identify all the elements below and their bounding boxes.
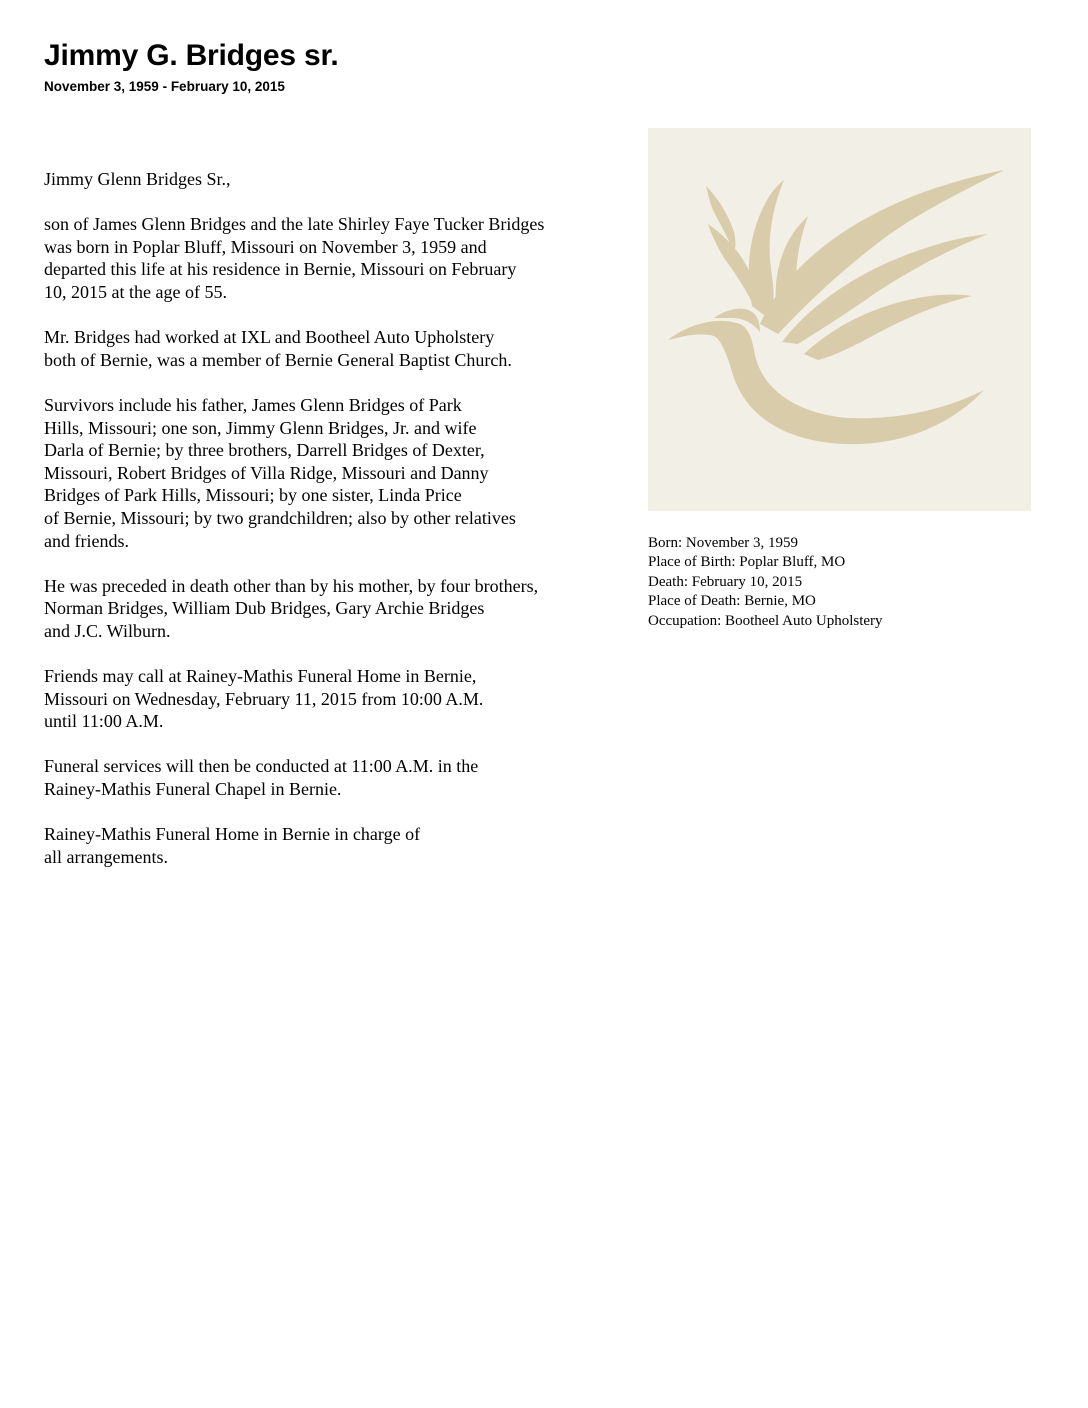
obituary-paragraph <box>44 575 644 643</box>
text-line: son of James Glenn Bridges and the late Shirley Faye Tucker Bridges <box>44 214 545 235</box>
text-line: both of Bernie, was a member of Bernie General Baptist Church. <box>44 349 512 370</box>
dove-icon <box>648 128 1031 511</box>
fact-item: Death: February 10, 2015 <box>648 573 803 590</box>
text-line: and friends. <box>44 530 129 551</box>
text-line: Bridges of Park Hills, Missouri; by one sister, Linda Price <box>44 485 462 506</box>
fact-item: Occupation: Bootheel Auto Upholstery <box>648 612 883 629</box>
dove-image <box>648 128 1031 511</box>
obituary-paragraph <box>44 823 644 868</box>
text-line: Rainey-Mathis Funeral Home in Bernie in charge of <box>44 824 421 845</box>
fact-item: Place of Birth: Poplar Bluff, MO <box>648 554 846 571</box>
text-line: Hills, Missouri; one son, Jimmy Glenn Bridges, Jr. and wife <box>44 417 477 438</box>
fact-item: Born: November 3, 1959 <box>648 535 798 551</box>
text-line: Missouri on Wednesday, February 11, 2015 from 10:00 A.M. <box>44 688 484 709</box>
text-line: Norman Bridges, William Dub Bridges, Gary Archie Bridges <box>44 598 485 619</box>
life-dates: November 3, 1959 - February 10, 2015 <box>44 79 285 94</box>
text-line: He was preceded in death other than by his mother, by four brothers, <box>44 575 539 596</box>
text-line: until 11:00 A.M. <box>44 711 164 732</box>
text-line: and J.C. Wilburn. <box>44 620 171 641</box>
obituary-paragraph <box>44 326 644 371</box>
text-line: Missouri, Robert Bridges of Villa Ridge, Missouri and Danny <box>44 462 489 483</box>
text-line: was born in Poplar Bluff, Missouri on November 3, 1959 and <box>44 236 487 257</box>
text-line: 10, 2015 at the age of 55. <box>44 281 227 302</box>
fact-item: Place of Death: Bernie, MO <box>648 593 816 610</box>
text-line: Darla of Bernie; by three brothers, Darrell Bridges of Dexter, <box>44 440 485 461</box>
obituary-paragraph <box>44 394 644 552</box>
text-line: Rainey-Mathis Funeral Chapel in Bernie. <box>44 779 342 800</box>
obituary-paragraph <box>44 755 644 800</box>
obituary-paragraph <box>44 168 644 191</box>
text-line: Funeral services will then be conducted at 11:00 A.M. in the <box>44 756 479 777</box>
vital-facts <box>648 534 883 631</box>
page-title: Jimmy G. Bridges sr. <box>44 39 339 72</box>
obituary-paragraph <box>44 665 644 733</box>
text-line: Survivors include his father, James Glenn Bridges of Park <box>44 394 462 415</box>
text-line: of Bernie, Missouri; by two grandchildren; also by other relatives <box>44 507 516 528</box>
obituary-header <box>44 36 338 96</box>
text-line: departed this life at his residence in Bernie, Missouri on February <box>44 259 517 280</box>
text-line: Mr. Bridges had worked at IXL and Bootheel Auto Upholstery <box>44 327 495 348</box>
text-line: Friends may call at Rainey-Mathis Funeral Home in Bernie, <box>44 666 477 687</box>
text-line: all arrangements. <box>44 846 168 867</box>
obituary-paragraph <box>44 213 644 303</box>
text-line: Jimmy Glenn Bridges Sr., <box>44 169 231 189</box>
obituary-text <box>44 168 644 891</box>
